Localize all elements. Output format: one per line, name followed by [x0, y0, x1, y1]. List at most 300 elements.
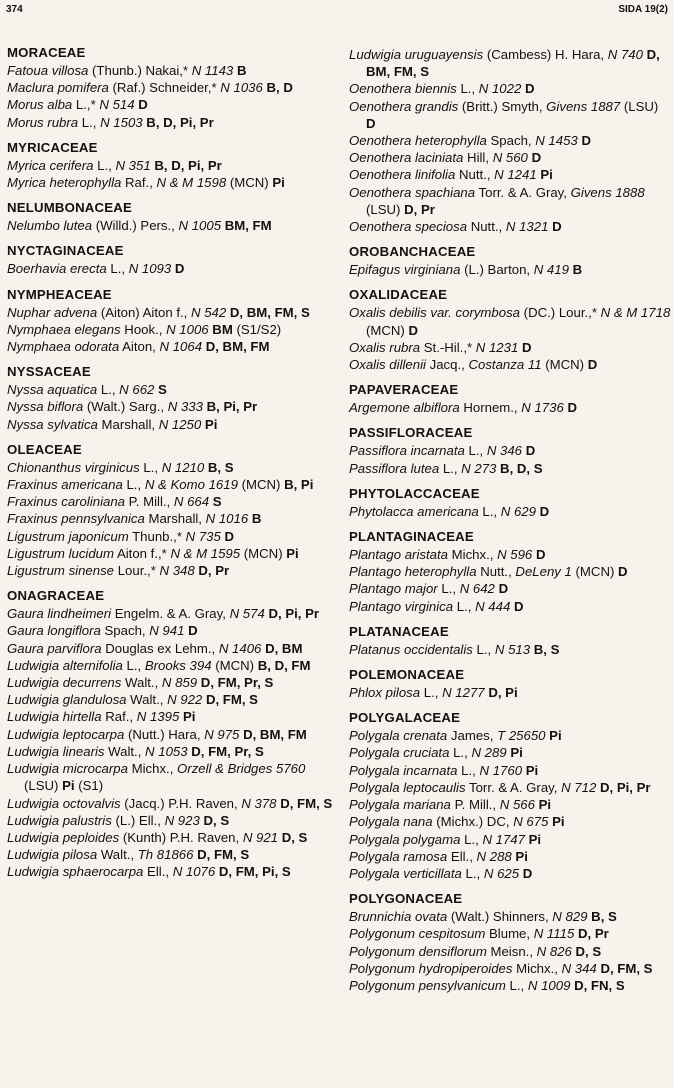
species-name: Platanus occidentalis: [349, 641, 473, 657]
species-author: Hill,: [463, 150, 493, 166]
habitat-codes: Pi: [528, 831, 542, 847]
species-entry: [7, 493, 335, 510]
species-name: Argemone albiflora: [349, 400, 460, 416]
specimen-citation: N 1009: [527, 977, 571, 993]
species-name: Oenothera grandis: [349, 98, 459, 114]
species-entry: [7, 114, 335, 131]
family-heading: MORACEAE: [7, 45, 86, 60]
species-author: James,: [447, 728, 498, 744]
species-entry: [349, 943, 671, 960]
species-entry: [349, 831, 671, 848]
species-entry: [349, 977, 671, 994]
specimen-citation: N 1241: [494, 167, 537, 183]
species-entry: [349, 563, 671, 580]
habitat-codes: D: [174, 261, 185, 277]
species-entry: [7, 708, 335, 725]
species-name: Oxalis rubra: [349, 339, 421, 355]
specimen-citation: N 1406: [218, 640, 262, 656]
specimen-citation: N 826: [536, 943, 572, 959]
species-name: Nymphaea elegans: [7, 321, 121, 337]
species-author: Torr. & A. Gray,: [475, 184, 571, 200]
specimen-citation: N 1736: [521, 400, 564, 416]
page-header: [6, 4, 668, 20]
species-author: (Kunth) P.H. Raven,: [119, 829, 243, 845]
family-heading: NYMPHEACEAE: [7, 286, 112, 302]
species-name: Oenothera speciosa: [349, 219, 468, 235]
species-name: Ludwigia decurrens: [7, 675, 122, 691]
species-author: L.,: [457, 762, 480, 778]
herbarium-code: (MCN): [237, 477, 285, 493]
species-name: Oxalis dillenii: [349, 357, 426, 373]
species-author: (Thunb.) Nakai,*: [88, 63, 192, 78]
habitat-codes: Pi: [540, 167, 553, 183]
species-author: P. Mill.,: [125, 494, 174, 510]
species-entry: [349, 744, 671, 761]
specimen-citation: N 1064: [159, 339, 203, 355]
species-name: Plantago heterophylla: [349, 564, 477, 580]
specimen-citation: N 560: [492, 150, 528, 166]
family-heading: OROBANCHACEAE: [349, 244, 476, 260]
species-name: Ludwigia hirtella: [7, 709, 102, 725]
family-heading: OXALIDACEAE: [349, 287, 448, 303]
species-author: Blume,: [485, 926, 534, 942]
species-author: (Raf.) Schneider,*: [108, 80, 221, 96]
species-author: (Walt.) Shinners,: [447, 909, 553, 925]
species-entry: [7, 812, 335, 829]
species-entry: [349, 908, 671, 925]
species-author: Spach,: [100, 623, 150, 639]
species-entry: [349, 779, 671, 796]
herbarium-code: (LSU): [620, 98, 659, 114]
species-name: Ludwigia pilosa: [7, 847, 98, 863]
species-author: Walt.,: [126, 692, 168, 708]
species-entry: [7, 562, 335, 579]
species-author: Nutt.,: [476, 564, 516, 580]
specimen-citation: N 596: [497, 547, 533, 563]
species-entry: [7, 321, 335, 338]
species-entry: [7, 416, 335, 433]
specimen-citation: N 1250: [158, 416, 202, 432]
habitat-codes: D: [567, 400, 577, 416]
species-author: (DC.) Lour.,*: [520, 305, 601, 321]
habitat-codes: D, Pr: [404, 201, 435, 217]
species-author: (Britt.) Smyth,: [458, 98, 547, 114]
specimen-citation: N 1503: [100, 114, 143, 130]
species-author: P. Mill.,: [450, 797, 500, 813]
specimen-citation: N 1760: [479, 762, 523, 778]
species-author: L.,: [106, 261, 129, 277]
species-author: Lour.,*: [114, 563, 160, 579]
species-entry: [349, 98, 671, 132]
species-name: Ludwigia alternifolia: [7, 657, 123, 673]
species-name: Phlox pilosa: [349, 685, 421, 701]
family-heading: POLYGALACEAE: [349, 710, 461, 726]
species-author: Ell.,: [447, 848, 477, 864]
species-author: (Nutt.) Hara,: [124, 726, 205, 742]
species-author: Raf.,: [101, 709, 137, 725]
specimen-citation: N 378: [241, 795, 277, 811]
herbarium-code: (LSU): [366, 201, 405, 217]
specimen-citation: DeLeny 1: [515, 564, 572, 580]
species-name: Polygala cruciata: [349, 745, 450, 761]
specimen-citation: N 740: [607, 47, 643, 62]
species-name: Fraxinus pennsylvanica: [7, 511, 145, 527]
species-author: Torr. & A. Gray,: [465, 779, 562, 795]
habitat-codes: D, BM, FM, S: [366, 47, 660, 80]
specimen-citation: N 625: [483, 865, 520, 881]
habitat-codes: D, Pr: [577, 926, 609, 942]
herbarium-code: (MCN): [240, 545, 287, 561]
species-name: Ludwigia octovalvis: [7, 795, 121, 811]
species-entry: [349, 546, 671, 563]
species-author: L.,: [453, 598, 476, 614]
species-entry: [349, 442, 671, 459]
species-name: Boerhavia erecta: [7, 261, 107, 277]
species-author: St.-Hil.,*: [420, 339, 476, 355]
habitat-codes: Pi: [515, 848, 528, 864]
habitat-codes: D, FM, S: [197, 847, 250, 863]
species-entry: [349, 46, 671, 80]
habitat-codes: B, D, Pi, Pr: [146, 114, 214, 130]
species-author: L.,: [505, 977, 528, 993]
species-name: Brunnichia ovata: [349, 909, 448, 925]
family-heading: PAPAVERACEAE: [349, 382, 459, 398]
habitat-codes: Pi: [549, 728, 562, 744]
specimen-citation: N 1022: [478, 81, 522, 97]
habitat-codes: Pi: [552, 814, 565, 830]
specimen-citation: N 1747: [482, 831, 525, 847]
species-entry: [7, 79, 335, 96]
species-entry: [7, 605, 335, 622]
species-author: Jacq.,: [425, 357, 469, 373]
species-name: Ligustrum lucidum: [7, 545, 115, 561]
species-name: Ludwigia linearis: [7, 743, 105, 759]
species-name: Ludwigia glandulosa: [7, 692, 127, 708]
herbarium-code: (LSU): [24, 778, 63, 794]
habitat-codes: D, S: [281, 829, 308, 845]
specimen-citation: N 675: [513, 814, 549, 830]
species-author: Thunb.,*: [128, 528, 186, 544]
habitat-codes: D: [524, 81, 535, 97]
species-name: Polygala mariana: [349, 797, 451, 813]
habitat-codes: S: [158, 382, 167, 398]
species-name: Phytolacca americana: [349, 503, 479, 519]
habitat-codes: Pi: [62, 778, 75, 794]
specimen-citation: Brooks 394: [144, 657, 212, 673]
right-column: [349, 46, 671, 994]
species-entry: [7, 545, 335, 562]
species-entry: [349, 796, 671, 813]
habitat-codes: D, FM, Pr, S: [191, 743, 264, 759]
species-author: L.,: [472, 641, 495, 657]
habitat-codes: D, FM, Pr, S: [200, 675, 274, 691]
page-number: 374: [6, 4, 23, 15]
specimen-citation: N 542: [191, 304, 227, 320]
species-author: Walt.,: [104, 743, 146, 759]
species-author: L.,: [478, 503, 501, 519]
species-author: Nutt.,: [467, 219, 506, 235]
species-entry: [7, 398, 335, 415]
specimen-citation: N 574: [229, 606, 265, 622]
specimen-citation: N 922: [167, 692, 203, 708]
family-heading: OLEACEAE: [7, 441, 82, 457]
specimen-citation: N 288: [476, 848, 512, 864]
species-author: Walt.,: [97, 847, 138, 863]
species-entry: [7, 381, 335, 398]
species-author: L.,: [97, 382, 120, 398]
species-name: Ludwigia uruguayensis: [349, 47, 484, 62]
species-author: L.,: [122, 657, 145, 673]
species-entry: [7, 528, 335, 545]
habitat-codes: D: [138, 97, 148, 113]
herbarium-code: (MCN): [541, 357, 588, 373]
species-name: Nymphaea odorata: [7, 339, 120, 355]
habitat-codes: Pi: [510, 745, 523, 761]
family-heading: ONAGRACEAE: [7, 588, 105, 604]
species-entry: [349, 598, 671, 615]
specimen-citation: N 333: [167, 399, 203, 415]
habitat-codes: D, FM, Pi, S: [218, 864, 291, 880]
species-author: Walt.,: [121, 675, 162, 691]
habitat-codes: D: [552, 219, 562, 235]
habitat-codes: D: [535, 547, 546, 563]
species-entry: [349, 580, 671, 597]
specimen-citation: N 1321: [505, 219, 549, 235]
species-name: Ludwigia sphaerocarpa: [7, 864, 144, 880]
species-name: Chionanthus virginicus: [7, 459, 140, 475]
specimen-citation: Orzell & Bridges 5760: [177, 761, 306, 777]
family-heading: POLYGONACEAE: [349, 891, 463, 907]
species-author: Spach,: [486, 133, 536, 149]
habitat-codes: D, BM, FM, S: [229, 304, 310, 320]
species-name: Myrica heterophylla: [7, 175, 122, 191]
specimen-citation: N 514: [99, 97, 135, 113]
habitat-codes: B: [251, 511, 262, 527]
species-author: Meisn.,: [486, 943, 537, 959]
species-name: Fraxinus caroliniana: [7, 494, 126, 510]
specimen-citation: N 859: [161, 675, 198, 691]
species-entry: [7, 657, 335, 674]
specimen-citation: N 664: [173, 494, 210, 510]
specimen-citation: N 1093: [128, 261, 172, 277]
species-entry: [349, 166, 671, 183]
habitat-codes: D, FM, S: [280, 795, 333, 811]
specimen-citation: N & M 1598: [156, 175, 227, 191]
species-name: Polygonum hydropiperoides: [349, 960, 513, 976]
specimen-citation: N 662: [119, 382, 155, 398]
species-name: Gaura lindheimeri: [7, 606, 112, 622]
specimen-citation: N 1231: [475, 339, 519, 355]
habitat-codes: BM, FM: [224, 218, 272, 234]
species-entry: [349, 149, 671, 166]
habitat-codes: D, BM, FM: [243, 726, 307, 742]
specimen-citation: N 923: [164, 812, 200, 828]
species-name: Myrica cerifera: [7, 157, 94, 173]
species-author: L.,: [93, 157, 116, 173]
habitat-codes: D, Pr: [198, 563, 230, 579]
specimen-citation: N 1076: [172, 864, 216, 880]
specimen-citation: N 1395: [136, 709, 180, 725]
habitat-codes: D, Pi: [488, 685, 518, 701]
species-entry: [349, 727, 671, 744]
species-name: Ludwigia peploides: [7, 829, 120, 845]
species-entry: [7, 96, 335, 113]
specimen-citation: N 1453: [535, 133, 578, 149]
species-name: Oxalis debilis var. corymbosa: [349, 305, 521, 321]
species-entry: [7, 846, 335, 863]
habitat-codes: D: [587, 357, 598, 373]
family-heading: PASSIFLORACEAE: [349, 425, 473, 441]
species-entry: [7, 476, 335, 493]
habitat-codes: B, S: [533, 641, 560, 657]
habitat-codes: B, Pi: [284, 477, 314, 493]
conservation-rank: (S1): [74, 778, 104, 794]
species-entry: [349, 960, 671, 977]
family-heading: PHYTOLACCACEAE: [349, 485, 480, 501]
specimen-citation: N 941: [149, 623, 185, 639]
species-author: L.,*: [72, 97, 100, 113]
specimen-citation: N 1277: [442, 685, 485, 701]
species-author: (Walt.) Sarg.,: [83, 399, 168, 415]
habitat-codes: B: [572, 262, 583, 278]
species-entry: [349, 813, 671, 830]
specimen-citation: N 348: [159, 563, 195, 579]
species-name: Gaura longiflora: [7, 623, 101, 639]
habitat-codes: D: [618, 564, 628, 580]
species-name: Nyssa biflora: [7, 399, 84, 415]
conservation-rank: (S1/S2): [232, 321, 282, 337]
species-name: Epifagus virginiana: [349, 262, 461, 278]
habitat-codes: Pi: [525, 762, 539, 778]
habitat-codes: B, D, Pi, Pr: [154, 157, 222, 173]
specimen-citation: N 344: [561, 960, 597, 976]
left-column: [7, 44, 335, 881]
species-author: L.,: [420, 685, 443, 701]
habitat-codes: B, D: [266, 80, 293, 96]
species-entry: [7, 726, 335, 743]
habitat-codes: B, S: [207, 459, 234, 475]
species-author: Michx.,: [127, 761, 178, 777]
species-name: Gaura parviflora: [7, 640, 102, 656]
species-author: L.,: [464, 443, 487, 459]
species-entry: [7, 157, 335, 174]
specimen-citation: N 829: [552, 909, 588, 925]
habitat-codes: D, S: [575, 943, 602, 959]
herbarium-code: (MCN): [211, 657, 258, 673]
species-entry: [349, 304, 671, 338]
species-author: Aiton f.,*: [114, 545, 171, 561]
specimen-citation: N 642: [459, 581, 495, 597]
species-name: Morus rubra: [7, 114, 79, 130]
species-entry: [7, 674, 335, 691]
herbarium-code: (MCN): [366, 322, 409, 338]
species-entry: [349, 641, 671, 658]
herbarium-code: (MCN): [571, 564, 619, 580]
habitat-codes: D: [539, 503, 550, 519]
herbarium-code: (MCN): [226, 175, 273, 191]
species-entry: [7, 459, 335, 476]
species-name: Passiflora lutea: [349, 460, 440, 476]
specimen-citation: N 289: [471, 745, 507, 761]
species-name: Nelumbo lutea: [7, 218, 93, 234]
habitat-codes: Pi: [538, 797, 552, 813]
species-entry: [7, 795, 335, 812]
specimen-citation: N 566: [499, 797, 535, 813]
species-name: Polygala nana: [349, 814, 433, 830]
species-author: (L.) Ell.,: [111, 812, 165, 828]
habitat-codes: D: [408, 322, 419, 338]
specimen-citation: T 25650: [497, 728, 546, 744]
habitat-codes: D: [513, 598, 524, 614]
habitat-codes: D: [581, 133, 591, 149]
species-name: Nyssa sylvatica: [7, 416, 98, 432]
family-heading: POLEMONACEAE: [349, 667, 465, 683]
specimen-citation: N 1143: [191, 63, 234, 78]
species-name: Oenothera laciniata: [349, 150, 464, 166]
species-author: (L.) Barton,: [460, 262, 534, 278]
species-author: L.,: [460, 831, 483, 847]
specimen-citation: N 1006: [166, 321, 209, 337]
species-author: L.,: [437, 581, 460, 597]
habitat-codes: D, Pi, Pr: [268, 606, 320, 622]
species-name: Oenothera biennis: [349, 81, 457, 97]
specimen-citation: N 346: [486, 443, 523, 459]
habitat-codes: Pi: [182, 709, 196, 725]
habitat-codes: D, S: [203, 812, 230, 828]
species-entry: [7, 510, 335, 527]
specimen-citation: N 351: [115, 157, 151, 173]
species-name: Fatoua villosa: [7, 63, 89, 78]
habitat-codes: D: [521, 339, 532, 355]
species-entry: [349, 865, 671, 882]
species-entry: [349, 460, 671, 477]
habitat-codes: D: [522, 865, 533, 881]
family-heading: MYRICACEAE: [7, 139, 98, 155]
specimen-citation: N 629: [500, 503, 536, 519]
family-heading: PLATANACEAE: [349, 623, 449, 639]
species-name: Polygala leptocaulis: [349, 779, 466, 795]
species-entry: [7, 743, 335, 760]
species-entry: [7, 260, 335, 277]
specimen-citation: N & Komo 1619: [144, 477, 238, 493]
species-name: Plantago virginica: [349, 598, 454, 614]
species-entry: [349, 339, 671, 356]
species-name: Polygala incarnata: [349, 762, 458, 778]
species-entry: [349, 218, 671, 235]
species-name: Ludwigia leptocarpa: [7, 726, 125, 742]
habitat-codes: Pi: [272, 175, 285, 191]
species-entry: [349, 762, 671, 779]
species-author: Douglas ex Lehm.,: [101, 640, 219, 656]
habitat-codes: D, FM, S: [600, 960, 653, 976]
habitat-codes: D: [498, 581, 509, 597]
specimen-citation: N 419: [533, 262, 569, 278]
species-name: Ludwigia microcarpa: [7, 761, 128, 777]
species-author: (Michx.) DC,: [432, 814, 514, 830]
specimen-citation: N 921: [242, 829, 279, 845]
species-name: Nuphar advena: [7, 304, 98, 320]
specimen-citation: N 1005: [178, 218, 222, 234]
species-entry: [7, 829, 335, 846]
species-name: Oenothera spachiana: [349, 184, 476, 200]
species-entry: [349, 80, 671, 97]
species-author: Ell.,: [143, 864, 173, 880]
species-entry: [7, 691, 335, 708]
species-name: Ludwigia palustris: [7, 812, 112, 828]
specimen-citation: N 1053: [145, 743, 188, 759]
habitat-codes: B, D, FM: [257, 657, 311, 673]
species-author: Hornem.,: [459, 400, 522, 416]
